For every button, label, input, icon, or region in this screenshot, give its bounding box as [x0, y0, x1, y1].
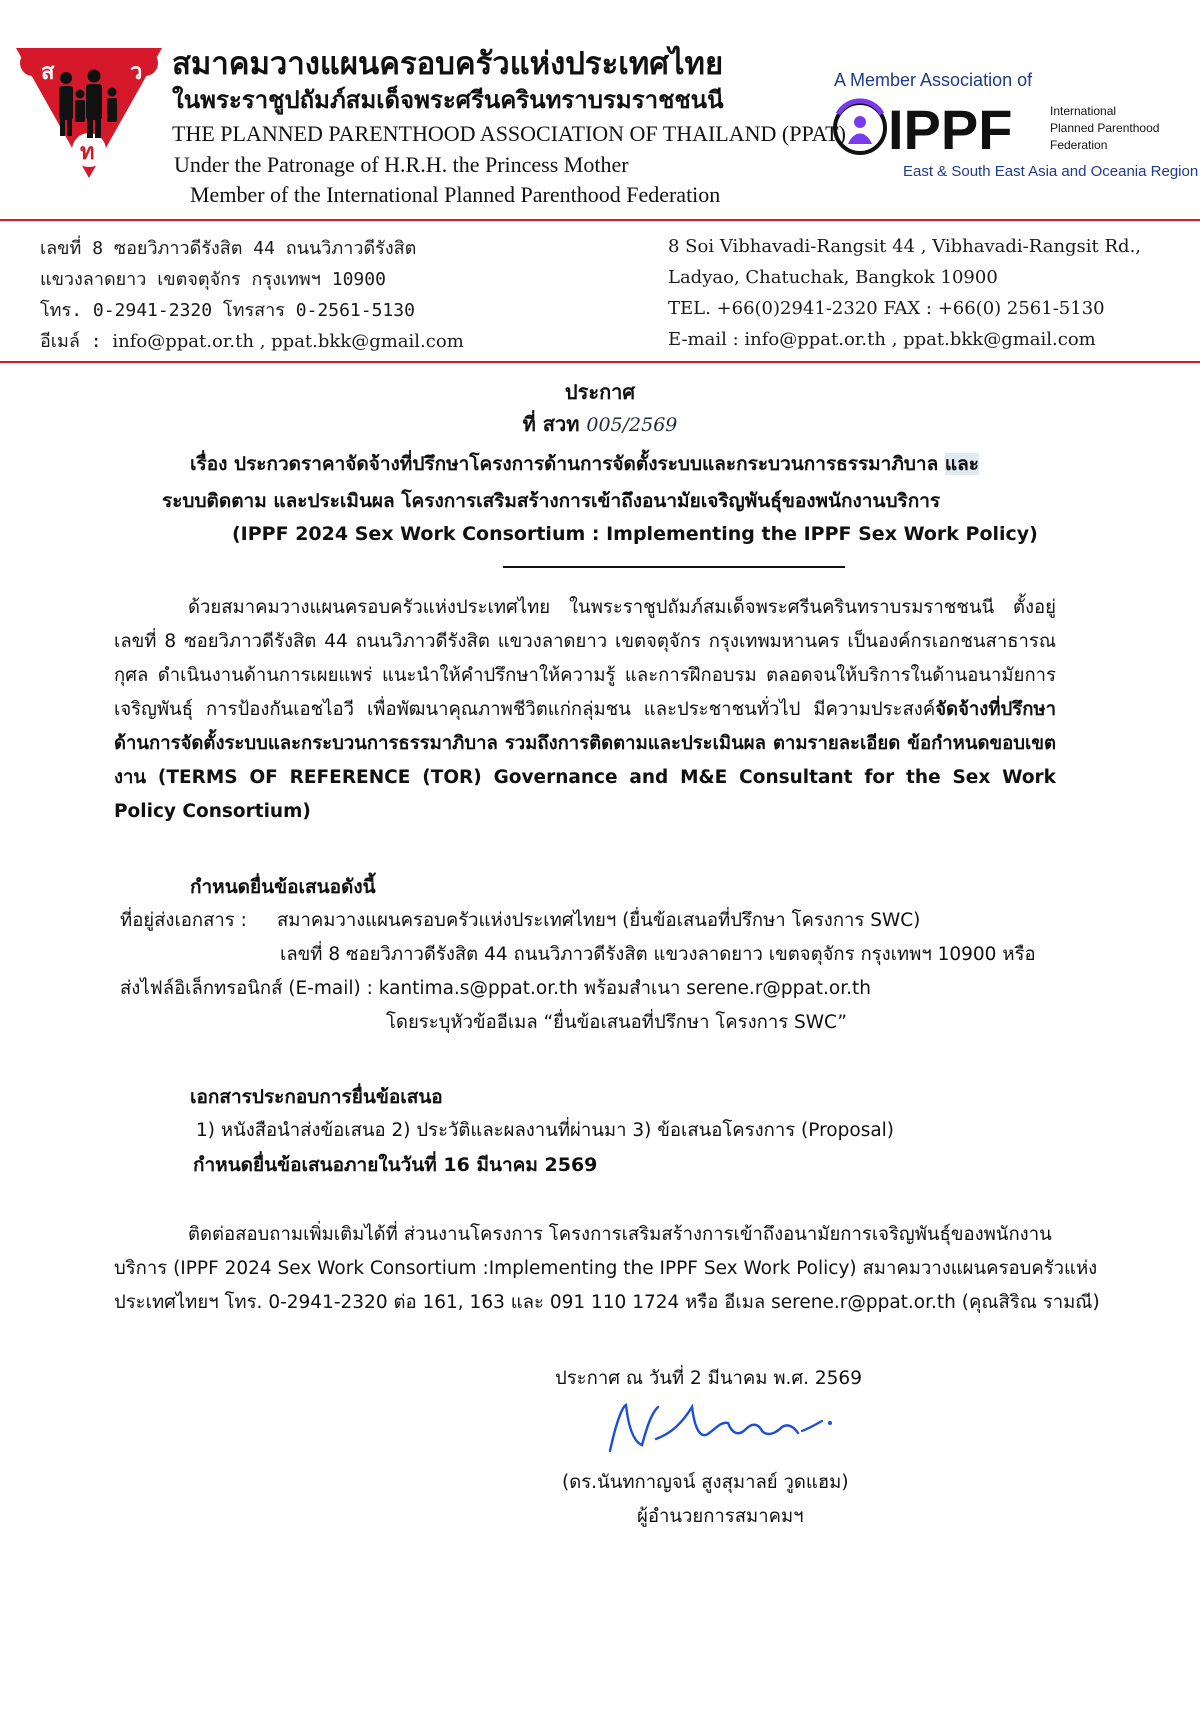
subject-line-2: ระบบติดตาม และประเมินผล โครงการเสริมสร้างการเข้าถึงอนามัยเจริญพันธุ์ของพนักงานบริการ: [162, 490, 941, 512]
submission-address-line-2: เลขที่ 8 ซอยวิภาวดีรังสิต 44 ถนนวิภาวดีรังสิต แขวงลาดยาว เขตจตุจักร กรุงเทพฯ 10900 หรือ: [280, 944, 1036, 965]
subject-line-1-text: เรื่อง ประกวดราคาจัดจ้างที่ปรึกษาโครงการด้านการจัดตั้งระบบและกระบวนการธรรมาภิบาล: [190, 453, 939, 475]
ippf-sub-1: International: [1050, 104, 1117, 118]
documents-deadline: กำหนดยื่นข้อเสนอภายในวันที่ 16 มีนาคม 2569: [193, 1154, 598, 1176]
address-en-line-4: E-mail : info@ppat.or.th , ppat.bkk@gmail.com: [668, 329, 1096, 350]
notice-number: [0, 408, 1200, 440]
address-en-line-1: 8 Soi Vibhavadi-Rangsit 44 , Vibhavadi-Rangsit Rd.,: [668, 236, 1142, 257]
submission-subject-line: โดยระบุหัวข้ออีเมล “ยื่นข้อเสนอที่ปรึกษา โครงการ SWC”: [386, 1012, 847, 1033]
patronage-th: ในพระราชูปถัมภ์สมเด็จพระศรีนครินทราบรมราชชนนี: [172, 86, 724, 114]
subject-line-1: [190, 449, 979, 479]
notice-title: ประกาศ: [564, 380, 636, 404]
submission-title: กำหนดยื่นข้อเสนอดังนี้: [190, 876, 376, 898]
signature-image: [602, 1393, 842, 1463]
notice-number-label: ที่ สวท: [522, 412, 580, 436]
header-divider-top: [0, 219, 1200, 221]
patronage-en: Under the Patronage of H.R.H. the Princess Mother: [174, 152, 629, 177]
email-label-th: อีเมล์ :: [40, 331, 102, 352]
contact-line-3: ประเทศไทยฯ โทร. 0-2941-2320 ต่อ 161, 163 และ 091 110 1724 หรือ อีเมล serene.r@ppat.or.th (คุณสิริณ รามณี): [114, 1292, 1100, 1313]
email-th: info@ppat.or.th , ppat.bkk@gmail.com: [112, 331, 464, 352]
submission-email-line: ส่งไฟล์อิเล็กทรอนิกส์ (E-mail) : kantima.s@ppat.or.th พร้อมสำเนา serene.r@ppat.or.th: [120, 978, 871, 999]
ippf-member-of: A Member Association of: [834, 70, 1033, 90]
address-en-line-2: Ladyao, Chatuchak, Bangkok 10900: [668, 267, 998, 288]
org-name-th: สมาคมวางแผนครอบครัวแห่งประเทศไทย: [172, 46, 724, 82]
member-en: Member of the International Planned Parenthood Federation: [190, 182, 721, 207]
ippf-region: East & South East Asia and Oceania Region: [903, 163, 1199, 180]
ippf-sub-3: Federation: [1050, 138, 1108, 152]
submission-address-label: ที่อยู่ส่งเอกสาร :: [120, 910, 247, 931]
logo-letter-2: ว: [130, 60, 143, 85]
address-en-line-3: TEL. +66(0)2941-2320 FAX : +66(0) 2561-5130: [668, 298, 1105, 319]
signatory-name: (ดร.นันทกาญจน์ สูงสุมาลย์ วูดแฮม): [562, 1472, 849, 1493]
address-th-line-3: โทร. 0-2941-2320 โทรสาร 0-2561-5130: [40, 300, 415, 321]
address-th-line-2: แขวงลาดยาว เขตจตุจักร กรุงเทพฯ 10900: [40, 269, 386, 290]
subject-line-1-end: และ: [944, 453, 979, 475]
ippf-logo: [830, 94, 1050, 158]
logo-letter-1: ส: [41, 60, 55, 85]
ippf-sub-2: Planned Parenthood: [1050, 121, 1160, 135]
submission-address-line-1: สมาคมวางแผนครอบครัวแห่งประเทศไทยฯ (ยื่นข้อเสนอที่ปรึกษา โครงการ SWC): [277, 910, 921, 931]
header-divider-bottom: [0, 361, 1200, 363]
signatory-position: ผู้อำนวยการสมาคมฯ: [637, 1506, 804, 1527]
ppat-logo: [14, 46, 164, 180]
documents-items: 1) หนังสือนำส่งข้อเสนอ 2) ประวัติและผลงานที่ผ่านมา 3) ข้อเสนอโครงการ (Proposal): [196, 1120, 895, 1141]
intro-paragraph: [114, 591, 1056, 829]
address-th-email: [40, 326, 464, 355]
contact-line-1: ติดต่อสอบถามเพิ่มเติมได้ที่ ส่วนงานโครงการ โครงการเสริมสร้างการเข้าถึงอนามัยการเจริญพันธุ์ของพนักงาน: [188, 1224, 1052, 1245]
notice-number-value: 005/2569: [586, 414, 678, 436]
announcement-date: ประกาศ ณ วันที่ 2 มีนาคม พ.ศ. 2569: [555, 1368, 862, 1389]
address-th-line-1: เลขที่ 8 ซอยวิภาวดีรังสิต 44 ถนนวิภาวดีรังสิต: [40, 238, 417, 259]
contact-line-2: บริการ (IPPF 2024 Sex Work Consortium :Implementing the IPPF Sex Work Policy) สมาคมวางแผนครอบครัวแห่ง: [114, 1258, 1098, 1279]
logo-letter-3: ท: [80, 140, 95, 165]
ippf-logo-text: IPPF: [888, 98, 1013, 158]
subject-underline: [503, 566, 845, 568]
org-name-en: THE PLANNED PARENTHOOD ASSOCIATION OF THAILAND (PPAT): [172, 121, 846, 146]
intro-bold-text: จัดจ้างที่ปรึกษาด้านการจัดตั้งระบบและกระบวนการธรรมาภิบาล รวมถึงการติดตามและประเมินผล ตามรายละเอียด ข้อกำหนดขอบเขตงาน (TERMS OF REFERENCE (TOR) Governance and M&E Consultant for the Sex Work Policy Consortium): [114, 699, 1056, 822]
intro-text: ด้วยสมาคมวางแผนครอบครัวแห่งประเทศไทย ในพระราชูปถัมภ์สมเด็จพระศรีนครินทราบรมราชชนนี ตั้งอยู่ เลขที่ 8 ซอยวิภาวดีรังสิต 44 ถนนวิภาวดีรังสิต แขวงลาดยาว เขตจตุจักร กรุงเทพมหานคร เป็นองค์กรเอกชนสาธารณกุศล ดำเนินงานด้านการเผยแพร่ แนะนำให้คำปรึกษาให้ความรู้ และการฝึกอบรม ตลอดจนให้บริการในด้านอนามัยการเจริญพันธุ์ การป้องกันเอชไอวี เพื่อพัฒนาคุณภาพชีวิตแก่กลุ่มชน และประชาชนทั่วไป มีความประสงค์: [114, 597, 1056, 720]
documents-title: เอกสารประกอบการยื่นข้อเสนอ: [190, 1086, 443, 1108]
subject-line-3: (IPPF 2024 Sex Work Consortium : Implementing the IPPF Sex Work Policy): [232, 523, 1038, 545]
